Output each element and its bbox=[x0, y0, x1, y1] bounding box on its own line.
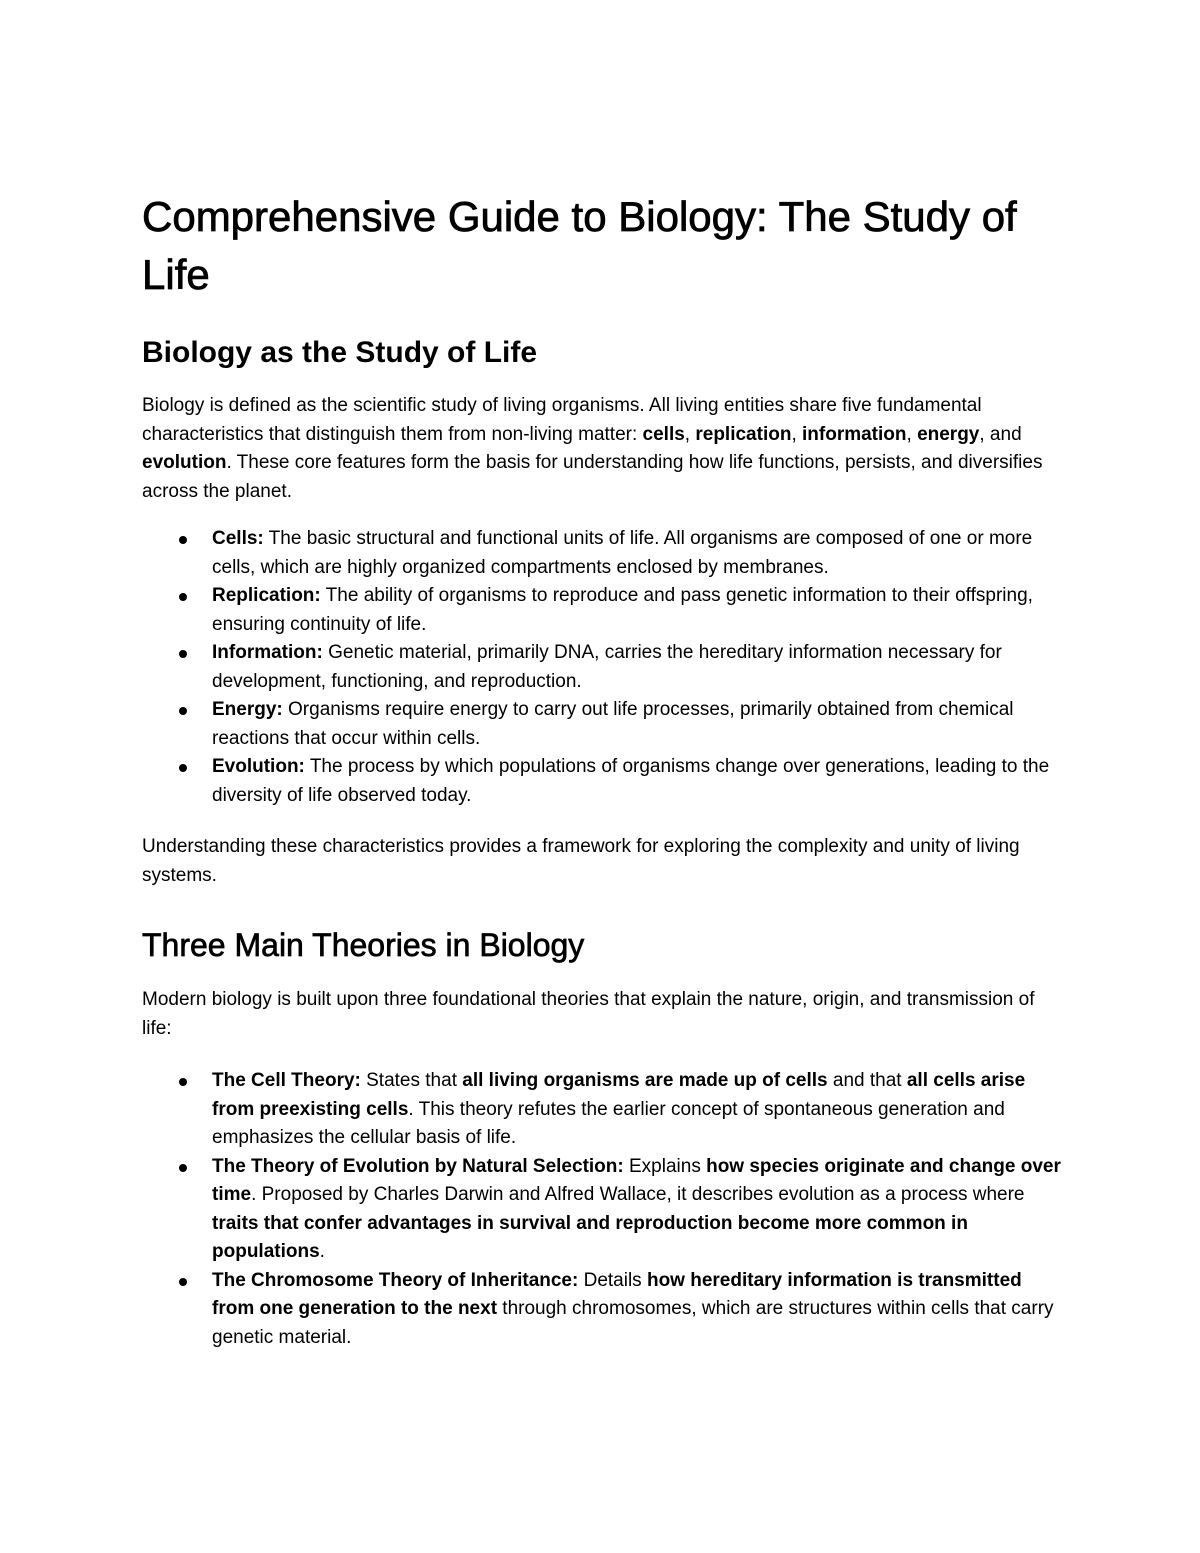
theories-list bbox=[142, 1067, 1067, 1352]
bullet-icon bbox=[179, 536, 187, 544]
section1-intro-paragraph: Biology is defined as the scientific study of living organisms. All living entities share five fundamental characteristics that distinguish them from non-living matter: cells, replication, information, energy, and evolution. These core features form the basis for understanding how life functions, persists, and diversifies across the planet. bbox=[142, 395, 1043, 502]
characteristics-list bbox=[142, 525, 1067, 810]
section-heading-three-theories: Three Main Theories in Biology bbox=[142, 927, 585, 963]
list-item: Cells: The basic structural and functional units of life. All organisms are composed of one or more cells, which are highly organized compartments enclosed by membranes. bbox=[142, 525, 1067, 582]
bullet-icon bbox=[179, 707, 187, 715]
document-page bbox=[142, 188, 1067, 1352]
keyword-evolution: evolution bbox=[142, 452, 227, 473]
bullet-icon bbox=[179, 593, 187, 601]
keyword-replication: replication bbox=[695, 423, 792, 445]
section-heading-biology-study: Biology as the Study of Life bbox=[142, 336, 538, 369]
list-item: The Chromosome Theory of Inheritance: Details how hereditary information is transmitted from one generation to the next through chromosomes, which are structures within cells that carry genetic material. bbox=[142, 1267, 1067, 1353]
keyword-cells: cells bbox=[642, 423, 685, 445]
list-item: The Cell Theory: States that all living organisms are made up of cells and that all cells arise from preexisting cells. This theory refutes the earlier concept of spontaneous generation and emphasizes the cellular basis of life. bbox=[142, 1067, 1067, 1153]
bullet-icon bbox=[179, 1164, 187, 1172]
list-item: Replication: The ability of organisms to reproduce and pass genetic information to their offspring, ensuring continuity of life. bbox=[142, 582, 1067, 639]
bullet-icon bbox=[179, 1278, 187, 1286]
section1-conclusion-paragraph: Understanding these characteristics provides a framework for exploring the complexity and unity of living systems. bbox=[142, 836, 1020, 886]
list-item: Information: Genetic material, primarily DNA, carries the hereditary information necessary for development, functioning, and reproduction. bbox=[142, 639, 1067, 696]
document-title: Comprehensive Guide to Biology: The Study of Life bbox=[142, 193, 1017, 298]
list-item: Evolution: The process by which populations of organisms change over generations, leading to the diversity of life observed today. bbox=[142, 753, 1067, 810]
list-item: Energy: Organisms require energy to carry out life processes, primarily obtained from chemical reactions that occur within cells. bbox=[142, 696, 1067, 753]
bullet-icon bbox=[179, 1078, 187, 1086]
bullet-icon bbox=[179, 764, 187, 772]
keyword-energy: energy bbox=[917, 423, 980, 445]
section2-intro-paragraph: Modern biology is built upon three foundational theories that explain the nature, origin, and transmission of life: bbox=[142, 989, 1035, 1039]
list-item: The Theory of Evolution by Natural Selection: Explains how species originate and change over time. Proposed by Charles Darwin and Alfred Wallace, it describes evolution as a process where traits that confer advantages in survival and reproduction become more common in populations. bbox=[142, 1153, 1067, 1267]
keyword-information: information bbox=[802, 423, 907, 445]
bullet-icon bbox=[179, 650, 187, 658]
